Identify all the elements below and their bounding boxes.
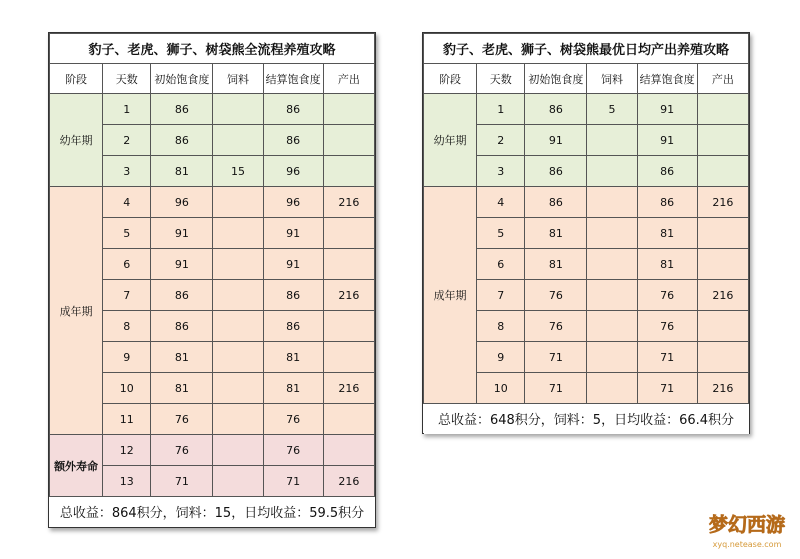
day-cell: 9: [103, 342, 151, 373]
table-title: 豹子、老虎、狮子、树袋熊全流程养殖攻略: [50, 34, 375, 64]
summary-text: 总收益：648积分，饲料：5，日均收益：66.4积分: [424, 404, 749, 434]
init-cell: 71: [525, 373, 587, 404]
day-cell: 5: [477, 218, 525, 249]
feed-cell: [213, 373, 263, 404]
day-cell: 4: [477, 187, 525, 218]
day-cell: 7: [477, 280, 525, 311]
stage-cell: 额外寿命: [50, 435, 103, 497]
game-logo-watermark: [704, 505, 790, 553]
day-cell: 8: [477, 311, 525, 342]
logo-subtext: xyq.netease.com: [712, 540, 782, 549]
init-cell: 86: [151, 311, 213, 342]
out-cell: [323, 156, 374, 187]
feed-cell: [587, 311, 637, 342]
day-cell: 13: [103, 466, 151, 497]
out-cell: [697, 311, 748, 342]
header-initial-satiety: 初始饱食度: [525, 64, 587, 94]
logo-text: 梦幻西游: [708, 514, 786, 536]
day-cell: 3: [477, 156, 525, 187]
end-cell: 91: [637, 94, 697, 125]
header-stage: 阶段: [50, 64, 103, 94]
day-cell: 2: [103, 125, 151, 156]
day-cell: 7: [103, 280, 151, 311]
stage-cell: 成年期: [424, 187, 477, 404]
end-cell: 86: [263, 94, 323, 125]
out-cell: [323, 125, 374, 156]
init-cell: 76: [151, 404, 213, 435]
init-cell: 91: [525, 125, 587, 156]
day-cell: 1: [477, 94, 525, 125]
out-cell: [323, 342, 374, 373]
end-cell: 71: [637, 373, 697, 404]
day-cell: 4: [103, 187, 151, 218]
end-cell: 76: [637, 280, 697, 311]
init-cell: 91: [151, 249, 213, 280]
init-cell: 86: [151, 125, 213, 156]
header-output: 产出: [697, 64, 748, 94]
init-cell: 86: [151, 280, 213, 311]
end-cell: 86: [637, 187, 697, 218]
feed-cell: [587, 249, 637, 280]
table-row: [50, 187, 375, 218]
feed-cell: [213, 249, 263, 280]
optimal-daily-table: [423, 33, 749, 434]
day-cell: 11: [103, 404, 151, 435]
end-cell: 86: [263, 311, 323, 342]
feed-cell: [213, 280, 263, 311]
init-cell: 81: [525, 249, 587, 280]
init-cell: 81: [151, 156, 213, 187]
feed-cell: [587, 373, 637, 404]
header-feed: 饲料: [587, 64, 637, 94]
init-cell: 86: [151, 94, 213, 125]
end-cell: 81: [263, 342, 323, 373]
out-cell: [697, 156, 748, 187]
table-title: 豹子、老虎、狮子、树袋熊最优日均产出养殖攻略: [424, 34, 749, 64]
optimal-daily-table-card: [422, 32, 750, 434]
init-cell: 86: [525, 187, 587, 218]
init-cell: 76: [525, 280, 587, 311]
day-cell: 9: [477, 342, 525, 373]
end-cell: 76: [263, 404, 323, 435]
table-row: [50, 94, 375, 125]
feed-cell: [213, 342, 263, 373]
end-cell: 96: [263, 187, 323, 218]
end-cell: 71: [263, 466, 323, 497]
feed-cell: [587, 342, 637, 373]
out-cell: [323, 435, 374, 466]
day-cell: 6: [477, 249, 525, 280]
out-cell: 216: [697, 187, 748, 218]
feed-cell: [587, 125, 637, 156]
end-cell: 91: [637, 125, 697, 156]
header-initial-satiety: 初始饱食度: [151, 64, 213, 94]
feed-cell: [213, 218, 263, 249]
day-cell: 5: [103, 218, 151, 249]
stage-cell: 幼年期: [50, 94, 103, 187]
end-cell: 81: [637, 218, 697, 249]
out-cell: [323, 218, 374, 249]
out-cell: [697, 342, 748, 373]
feed-cell: [213, 94, 263, 125]
init-cell: 71: [151, 466, 213, 497]
day-cell: 1: [103, 94, 151, 125]
feed-cell: [213, 125, 263, 156]
feed-cell: 5: [587, 94, 637, 125]
feed-cell: [587, 280, 637, 311]
init-cell: 71: [525, 342, 587, 373]
feed-cell: [213, 435, 263, 466]
end-cell: 86: [637, 156, 697, 187]
init-cell: 76: [151, 435, 213, 466]
out-cell: [323, 311, 374, 342]
init-cell: 81: [151, 342, 213, 373]
init-cell: 86: [525, 156, 587, 187]
end-cell: 96: [263, 156, 323, 187]
header-stage: 阶段: [424, 64, 477, 94]
feed-cell: 15: [213, 156, 263, 187]
end-cell: 71: [637, 342, 697, 373]
init-cell: 81: [525, 218, 587, 249]
summary-text: 总收益：864积分，饲料：15，日均收益：59.5积分: [50, 497, 375, 527]
out-cell: [323, 404, 374, 435]
out-cell: [697, 94, 748, 125]
header-final-satiety: 结算饱食度: [637, 64, 697, 94]
out-cell: 216: [323, 280, 374, 311]
stage-cell: 幼年期: [424, 94, 477, 187]
table-row: [424, 187, 749, 218]
day-cell: 8: [103, 311, 151, 342]
end-cell: 91: [263, 218, 323, 249]
feed-cell: [213, 187, 263, 218]
out-cell: 216: [697, 280, 748, 311]
out-cell: [323, 94, 374, 125]
out-cell: [697, 125, 748, 156]
feed-cell: [587, 218, 637, 249]
init-cell: 76: [525, 311, 587, 342]
end-cell: 76: [637, 311, 697, 342]
feed-cell: [213, 466, 263, 497]
out-cell: [697, 218, 748, 249]
out-cell: 216: [323, 373, 374, 404]
feed-cell: [587, 187, 637, 218]
day-cell: 12: [103, 435, 151, 466]
feed-cell: [213, 311, 263, 342]
out-cell: 216: [323, 466, 374, 497]
end-cell: 86: [263, 280, 323, 311]
feed-cell: [587, 156, 637, 187]
header-output: 产出: [323, 64, 374, 94]
full-cycle-table: [49, 33, 375, 527]
init-cell: 91: [151, 218, 213, 249]
table-row: [424, 94, 749, 125]
header-feed: 饲料: [213, 64, 263, 94]
header-day: 天数: [103, 64, 151, 94]
end-cell: 76: [263, 435, 323, 466]
init-cell: 96: [151, 187, 213, 218]
end-cell: 86: [263, 125, 323, 156]
day-cell: 6: [103, 249, 151, 280]
stage-cell: 成年期: [50, 187, 103, 435]
out-cell: [697, 249, 748, 280]
day-cell: 10: [477, 373, 525, 404]
out-cell: 216: [323, 187, 374, 218]
day-cell: 3: [103, 156, 151, 187]
header-day: 天数: [477, 64, 525, 94]
end-cell: 91: [263, 249, 323, 280]
out-cell: [323, 249, 374, 280]
init-cell: 81: [151, 373, 213, 404]
full-cycle-table-card: [48, 32, 376, 528]
end-cell: 81: [637, 249, 697, 280]
day-cell: 10: [103, 373, 151, 404]
day-cell: 2: [477, 125, 525, 156]
table-row: [50, 435, 375, 466]
end-cell: 81: [263, 373, 323, 404]
out-cell: 216: [697, 373, 748, 404]
feed-cell: [213, 404, 263, 435]
header-final-satiety: 结算饱食度: [263, 64, 323, 94]
init-cell: 86: [525, 94, 587, 125]
